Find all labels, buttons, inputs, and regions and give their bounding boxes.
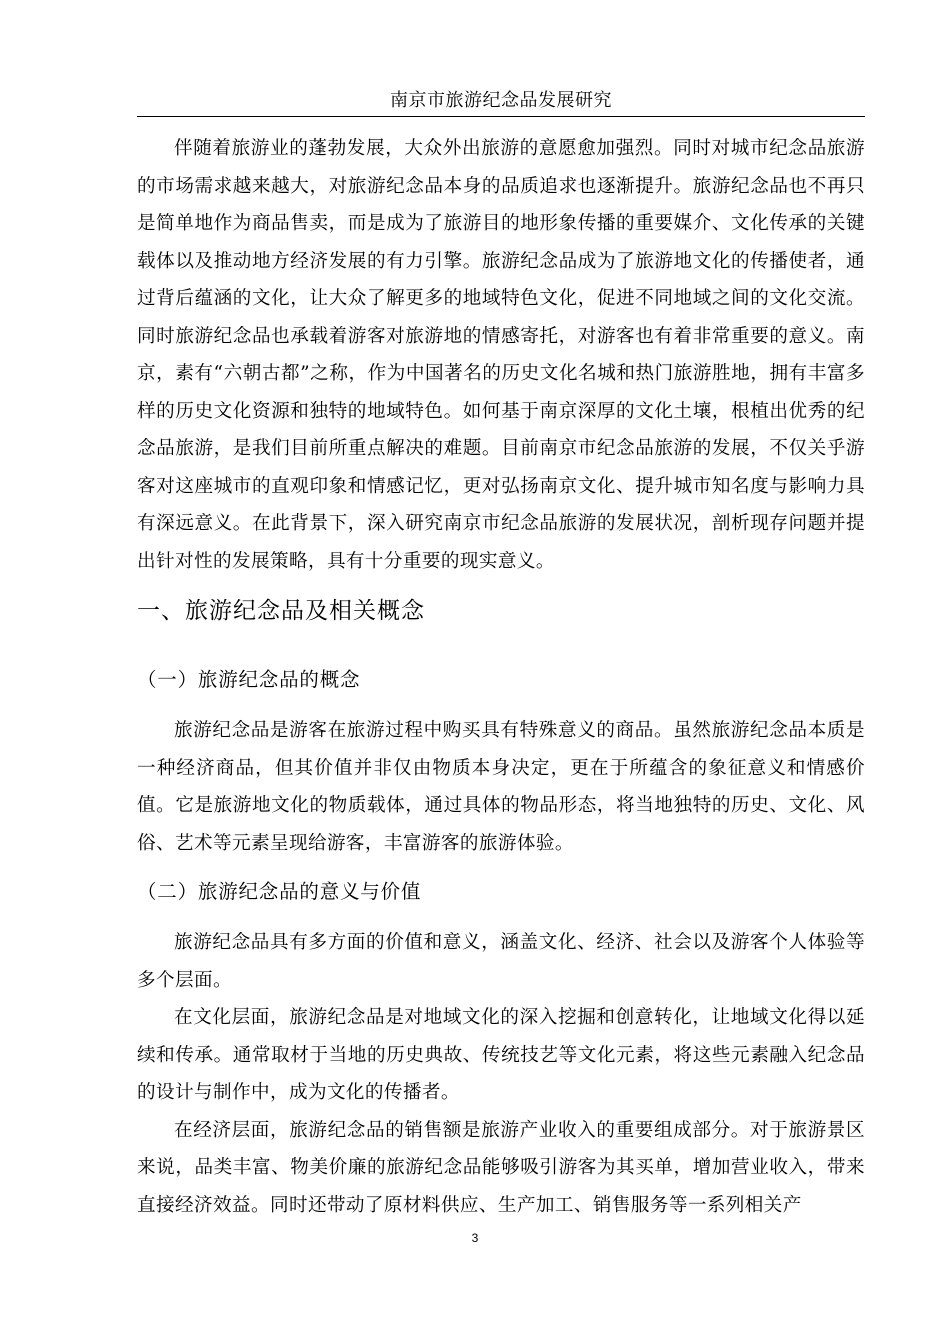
value-paragraph-overview: 旅游纪念品具有多方面的价值和意义，涵盖文化、经济、社会以及游客个人体验等多个层面。	[137, 932, 865, 991]
section-heading: 一、旅游纪念品及相关概念	[137, 598, 425, 624]
subsection-heading-concept: （一）旅游纪念品的概念	[137, 668, 361, 691]
intro-paragraph: 伴随着旅游业的蓬勃发展，大众外出旅游的意愿愈加强烈。同时对城市纪念品旅游的市场需求越来越大，对旅游纪念品本身的品质追求也逐渐提升。旅游纪念品也不再只是简单地作为商品售卖，而是成为了旅游目的地形象传播的重要媒介、文化传承的关键载体以及推动地方经济发展的有力引擎。旅游纪念品成为了旅游地文化的传播使者，通过背后蕴涵的文化，让大众了解更多的地域特色文化，促进不同地域之间的文化交流。同时旅游纪念品也承载着游客对旅游地的情感寄托，对游客也有着非常重要的意义。南京，素有“六朝古都”之称，作为中国著名的历史文化名城和热门旅游胜地，拥有丰富多样的历史文化资源和独特的地域特色。如何基于南京深厚的文化土壤，根植出优秀的纪念品旅游，是我们目前所重点解决的难题。目前南京市纪念品旅游的发展，不仅关乎游客对这座城市的直观印象和情感记忆，更对弘扬南京文化、提升城市知名度与影响力具有深远意义。在此背景下，深入研究南京市纪念品旅游的发展状况，剖析现存问题并提出针对性的发展策略，具有十分重要的现实意义。	[137, 138, 865, 572]
subsection-heading-value: （二）旅游纪念品的意义与价值	[137, 880, 422, 903]
page-content	[137, 130, 865, 1224]
value-paragraph-culture: 在文化层面，旅游纪念品是对地域文化的深入挖掘和创意转化，让地域文化得以延续和传承。通常取材于当地的历史典故、传统技艺等文化元素，将这些元素融入纪念品的设计与制作中，成为文化的传播者。	[137, 1007, 865, 1103]
header-divider	[137, 116, 865, 117]
concept-paragraph: 旅游纪念品是游客在旅游过程中购买具有特殊意义的商品。虽然旅游纪念品本质是一种经济商品，但其价值并非仅由物质本身决定，更在于所蕴含的象征意义和情感价值。它是旅游地文化的物质载体，通过具体的物品形态，将当地独特的历史、文化、风俗、艺术等元素呈现给游客，丰富游客的旅游体验。	[137, 720, 865, 854]
running-header: 南京市旅游纪念品发展研究	[390, 90, 612, 111]
value-paragraph-economy: 在经济层面，旅游纪念品的销售额是旅游产业收入的重要组成部分。对于旅游景区来说，品类丰富、物美价廉的旅游纪念品能够吸引游客为其买单，增加营业收入，带来直接经济效益。同时还带动了原材料供应、生产加工、销售服务等一系列相关产	[137, 1119, 865, 1216]
page-number: 3	[471, 1231, 479, 1245]
